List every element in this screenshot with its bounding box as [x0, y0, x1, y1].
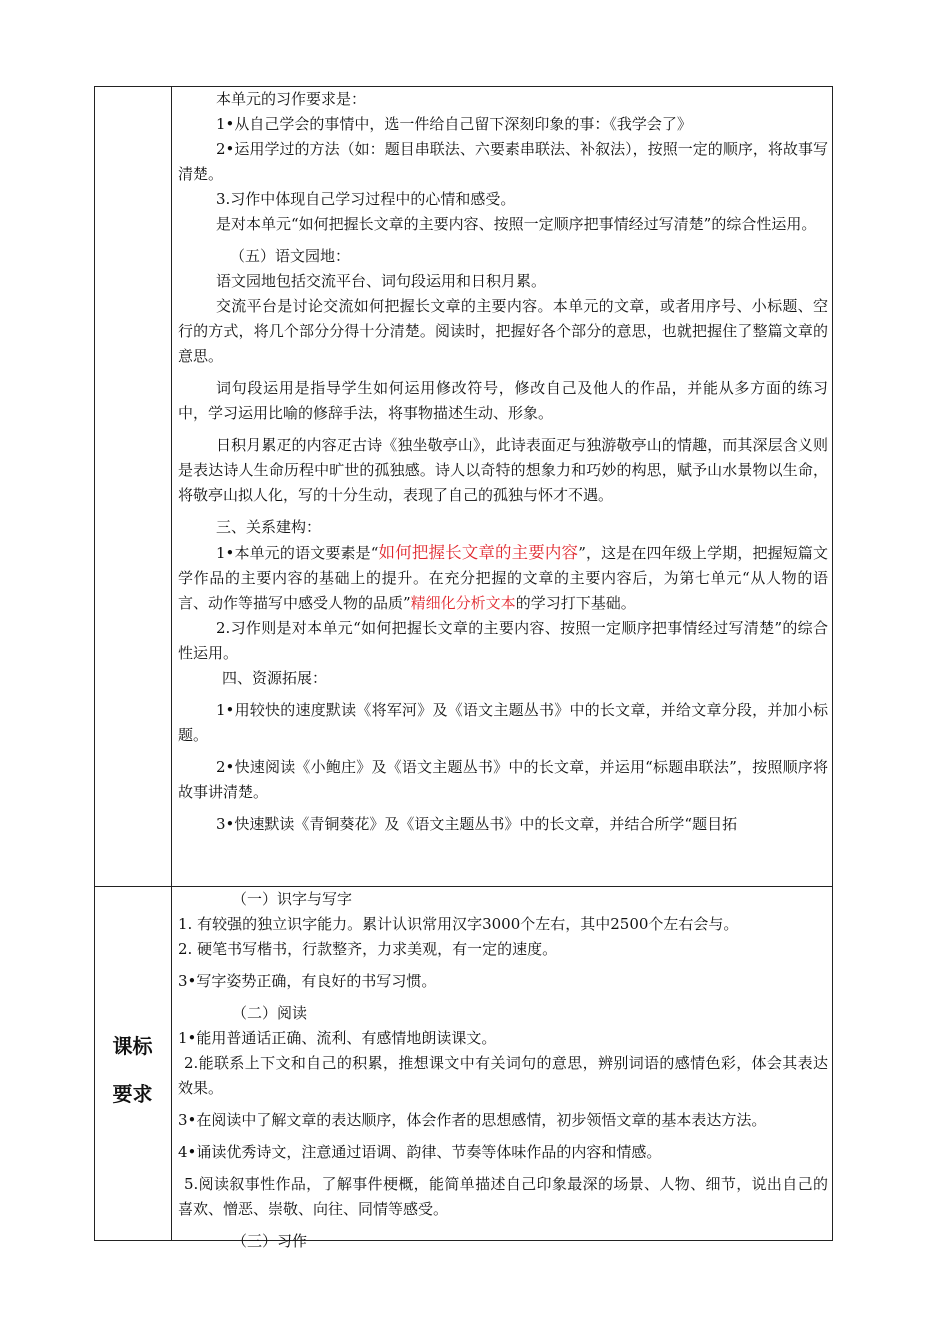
section-heading: （二）阅读 — [232, 1004, 308, 1022]
paragraph: 本单元的习作要求是： — [216, 90, 367, 108]
paragraph: 1•用较快的速度默读《将军河》及《语文主题丛书》中的长文章，并给文章分段，并加小标题。 — [178, 701, 828, 744]
paragraph: 1•从自己学会的事情中，选一件给自己留下深刻印象的事：《我学会了》 — [216, 115, 692, 133]
column-divider — [171, 86, 172, 1241]
paragraph: 2.能联系上下文和自己的积累，推想课文中有关词句的意思，辨别词语的感情色彩，体会其表达效果。 — [178, 1054, 828, 1097]
paragraph: 3•在阅读中了解文章的表达顺序，体会作者的思想感情，初步领悟文章的基本表达方法。 — [178, 1111, 767, 1129]
paragraph: 交流平台是讨论交流如何把握长文章的主要内容。本单元的文章，或者用序号、小标题、空行的方式，将几个部分分得十分清楚。阅读时，把握好各个部分的意思，也就把握住了整篇文章的意思。 — [178, 297, 828, 365]
section-heading: （五）语文园地： — [230, 247, 351, 265]
paragraph: 1. 有较强的独立识字能力。累计认识常用汉字3000个左右，其中2500个左右会与。 — [178, 915, 739, 933]
row-label: 要求 — [112, 1082, 153, 1106]
section-heading: （一）识字与写字 — [232, 890, 353, 908]
paragraph: 1•能用普通话正确、流利、有感情地朗读课文。 — [178, 1029, 497, 1047]
highlighted-text: 如何把握长文章的主要内容 — [378, 543, 579, 562]
highlighted-text: 精细化分析文本 — [410, 594, 516, 612]
paragraph: 语文园地包括交流平台、词句段运用和日积月累。 — [216, 272, 547, 290]
paragraph: 2•快速阅读《小鲍庄》及《语文主题丛书》中的长文章，并运用“标题串联法”，按照顺序将故事讲清楚。 — [178, 758, 828, 801]
section-heading: 四、资源拓展： — [222, 669, 328, 687]
paragraph: 3.习作中体现自己学习过程中的心情和感受。 — [216, 190, 516, 208]
paragraph: 词句段运用是指导学生如何运用修改符号，修改自己及他人的作品，并能从多方面的练习中，学习运用比喻的修辞手法，将事物描述生动、形象。 — [178, 379, 828, 422]
text-run: 1•本单元的语文要素是“ — [216, 544, 379, 562]
paragraph: 2•运用学过的方法（如：题目串联法、六要素串联法、补叙法），按照一定的顺序，将故事写清楚。 — [178, 140, 828, 183]
paragraph: 2. 硬笔书写楷书，行款整齐，力求美观，有一定的速度。 — [178, 940, 558, 958]
section-heading: （三）习作 — [232, 1232, 308, 1250]
curriculum-requirements-cell — [178, 887, 828, 1250]
text-run: 的学习打下基础。 — [515, 594, 636, 612]
row-label: 课标 — [112, 1034, 153, 1058]
paragraph: 3•写字姿势正确，有良好的书写习惯。 — [178, 972, 437, 990]
text-run: ”，这是在四年级上学期，把握短篇文学作品的主要内容的基础上的提升。在充分把握的文章的主要内容后，为第七单元“从人物的语言、动作等描写中感受人物的品质” — [178, 544, 829, 612]
paragraph: 4•诵读优秀诗文，注意通过语调、韵律、节奏等体味作品的内容和情感。 — [178, 1143, 662, 1161]
paragraph: 5.阅读叙事性作品，了解事件梗概，能简单描述自己印象最深的场景、人物、细节，说出自己的喜欢、憎恶、崇敬、向往、同情等感受。 — [178, 1175, 828, 1218]
paragraph — [178, 540, 828, 616]
paragraph: 2.习作则是对本单元“如何把握长文章的主要内容、按照一定顺序把事情经过写清楚”的综合性运用。 — [178, 619, 828, 662]
paragraph: 日积月累疋的内容疋古诗《独坐敬亭山》，此诗表面疋与独游敬亭山的情趣，而其深层含义则是表达诗人生命历程中旷世的孤独感。诗人以奇特的想象力和巧妙的构思，赋予山水景物以生命，将敬亭山拟人化，写的十分生动，表现了自己的孤独与怀才不遇。 — [178, 436, 828, 504]
unit-analysis-cell — [178, 87, 828, 886]
paragraph: 3•快速默读《青铜葵花》及《语文主题丛书》中的长文章，并结合所学“题目拓 — [216, 815, 738, 833]
section-heading: 三、关系建构： — [216, 518, 322, 536]
paragraph: 是对本单元“如何把握长文章的主要内容、按照一定顺序把事情经过写清楚”的综合性运用。 — [216, 215, 817, 233]
